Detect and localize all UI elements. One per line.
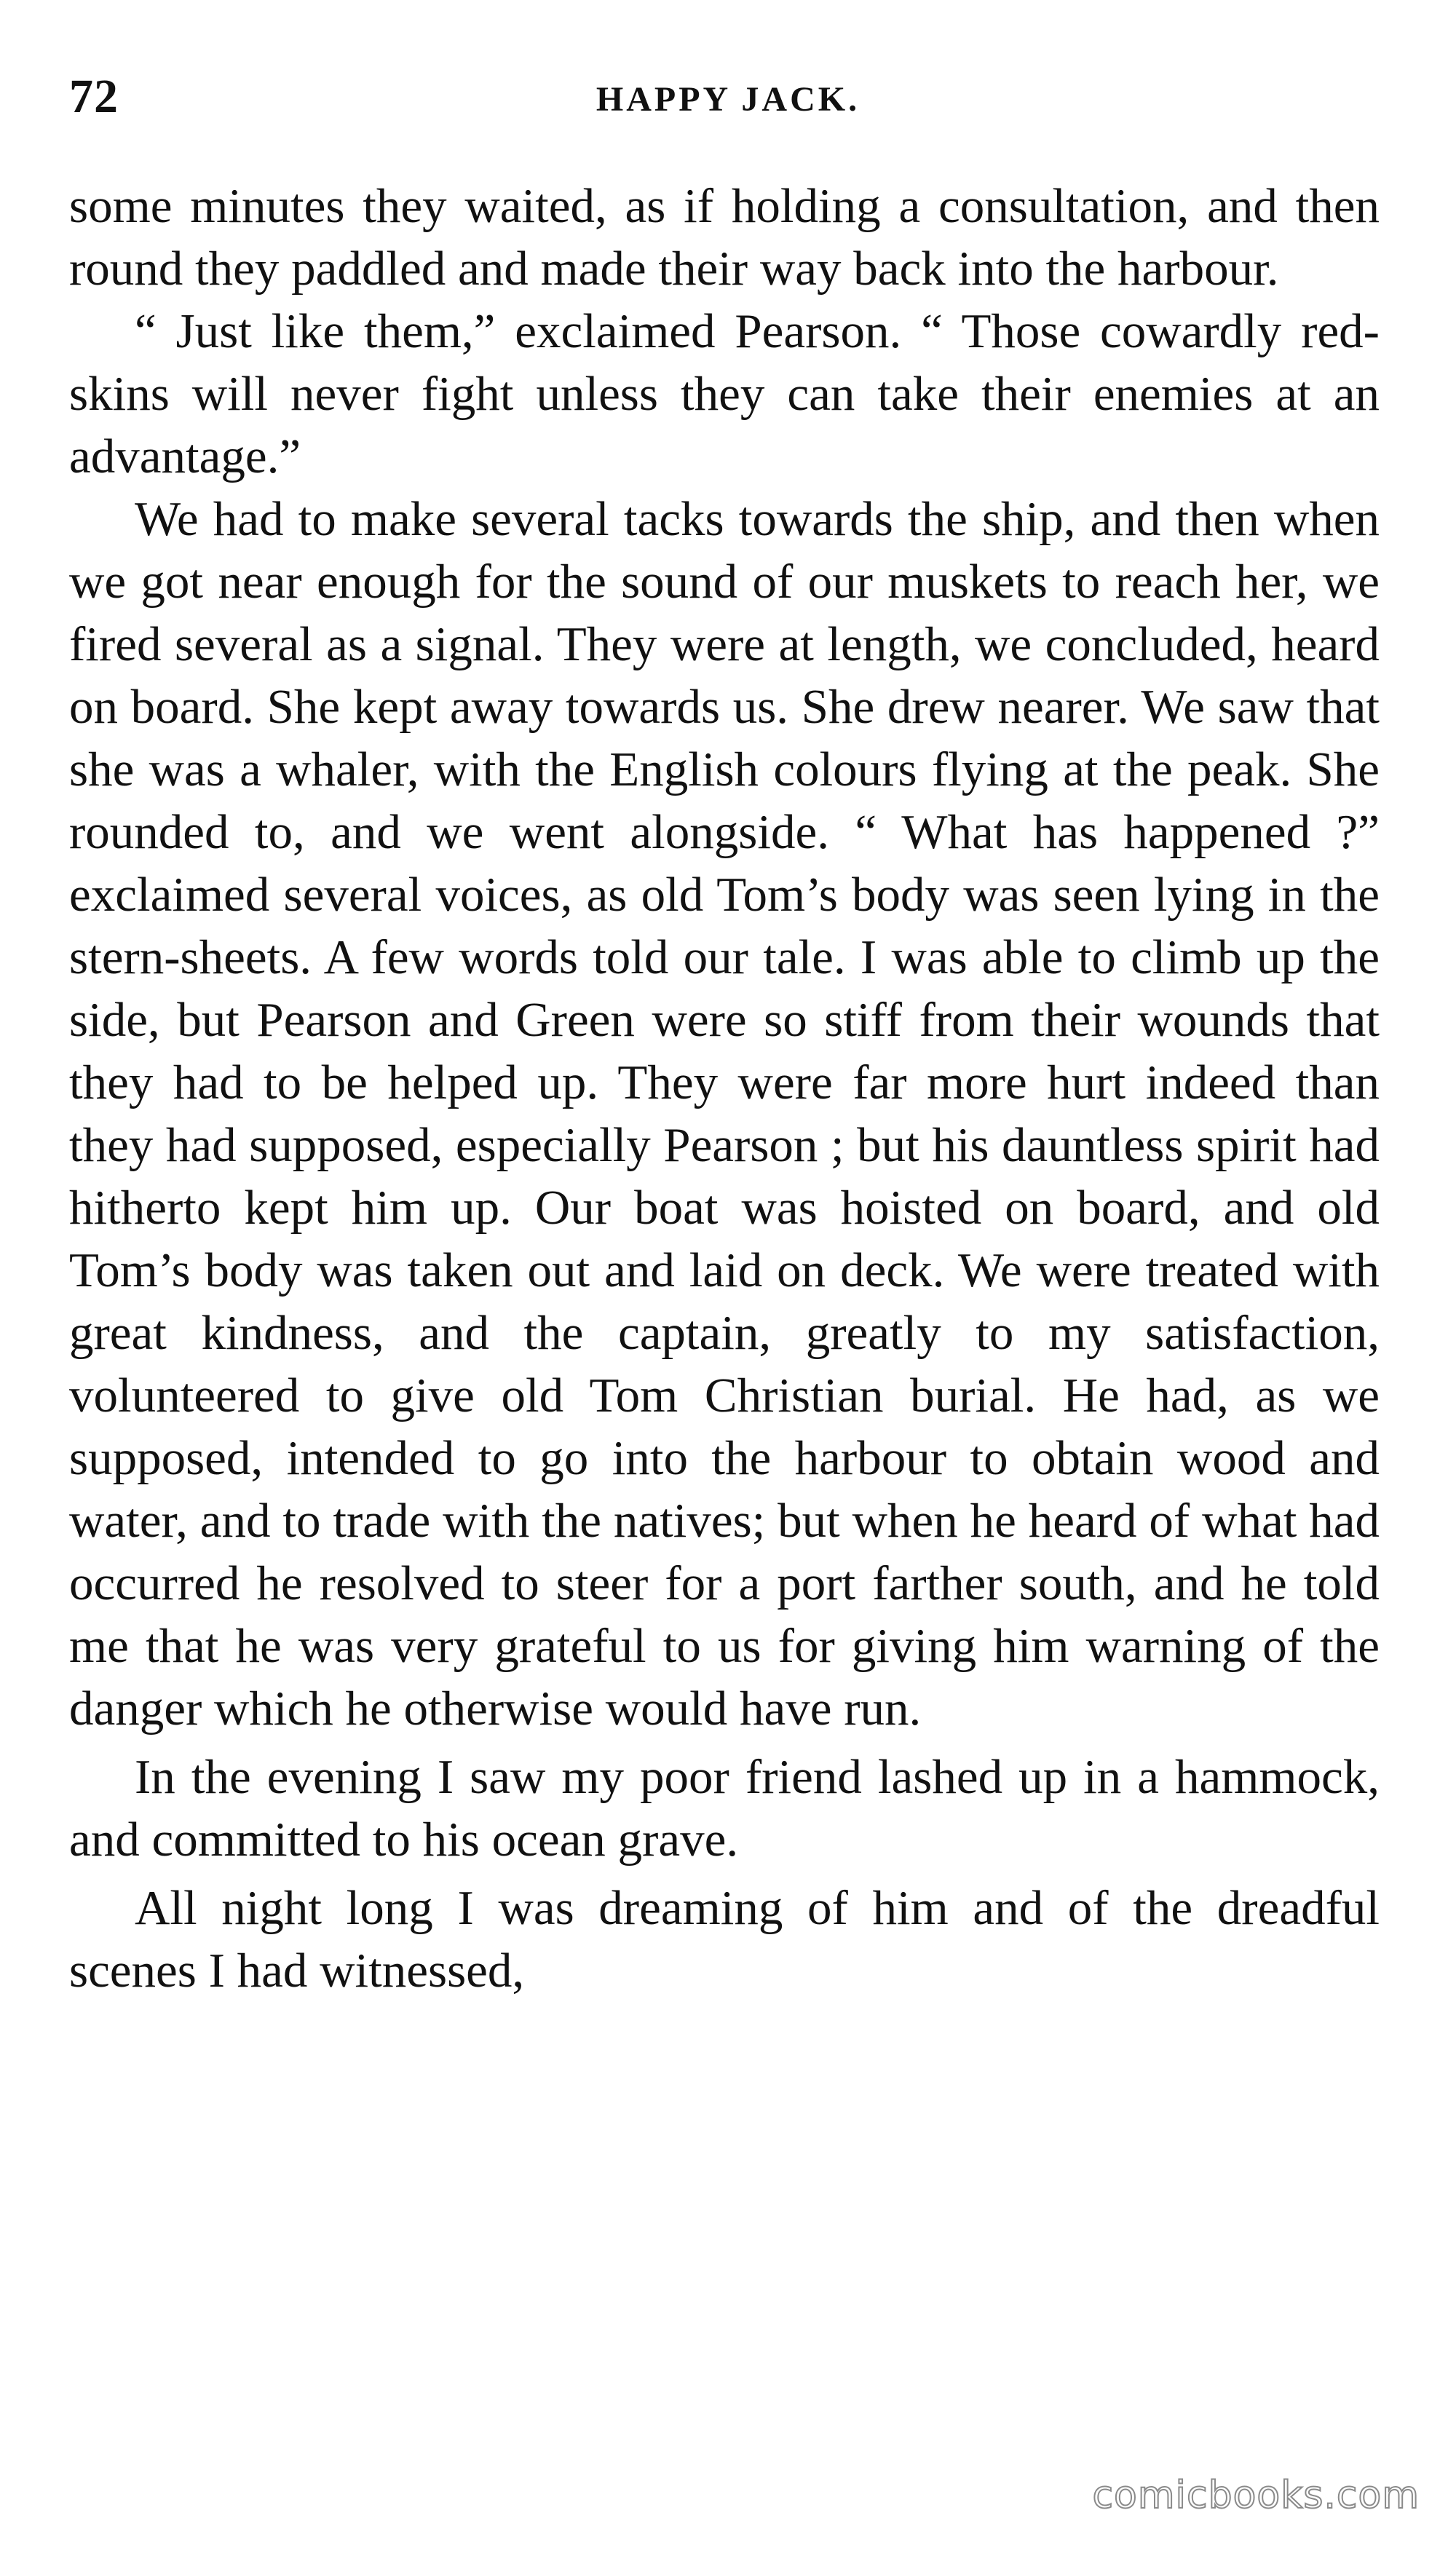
- page-number: 72: [69, 70, 119, 123]
- body-text: [69, 175, 1380, 2002]
- paragraph: All night long I was dreaming of him and of the dreadful scenes I had witnessed,: [69, 1881, 1380, 1998]
- page-header: [69, 69, 1387, 135]
- watermark: comicbooks.com: [1092, 2474, 1420, 2517]
- paragraph: some minutes they waited, as if holding a consultation, and then round they paddled and made their way back into the harbour.: [69, 179, 1380, 296]
- paragraph: We had to make several tacks towards the ship, and then when we got near enough for the sound of our muskets to reach her, we fired several as a signal. They were at length, we concluded, heard on board. She kept away towards us. She drew nearer. We saw that she was a whaler, with the English colours flying at the peak. She rounded to, and we went alongside. “ What has happened ?” exclaimed several voices, as old Tom’s body was seen lying in the stern-sheets. A few words told our tale. I was able to climb up the side, but Pearson and Green were so stiff from their wounds that they had to be helped up. They were far more hurt indeed than they had supposed, especially Pearson ; but his dauntless spirit had hitherto kept him up. Our boat was hoisted on board, and old Tom’s body was taken out and laid on deck. We were treated with great kindness, and the captain, greatly to my satisfaction, volunteered to give old Tom Christian burial. He had, as we supposed, intended to go into the harbour to obtain wood and water, and to trade with the natives; but when he heard of what had occurred he resolved to steer for a port farther south, and he told me that he was very grateful to us for giving him warning of the danger which he otherwise would have run.: [69, 492, 1380, 1735]
- running-head: HAPPY JACK.: [596, 80, 860, 119]
- paragraph: In the evening I saw my poor friend lashed up in a hammock, and committed to his ocean grave.: [69, 1750, 1380, 1867]
- paragraph: “ Just like them,” exclaimed Pearson. “ Those cowardly red-skins will never fight unless they can take their enemies at an advantage.”: [69, 304, 1380, 483]
